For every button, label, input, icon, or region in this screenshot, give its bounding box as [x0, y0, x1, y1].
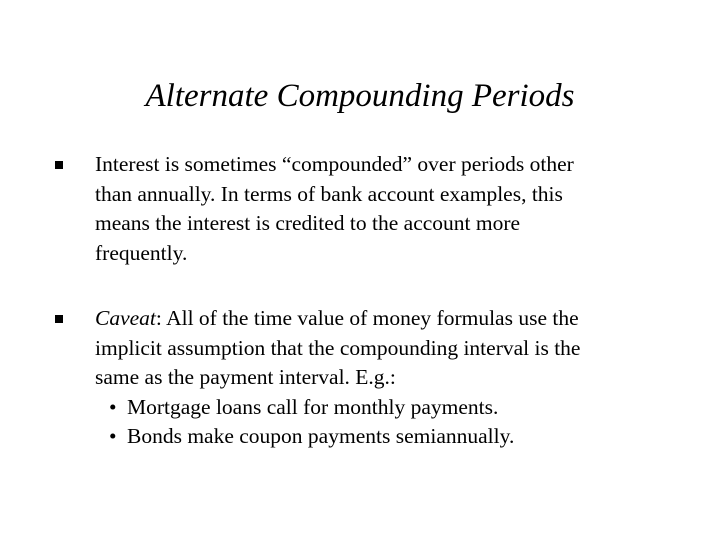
round-bullet-icon: • [109, 394, 117, 419]
text-line: implicit assumption that the compounding interval is the [95, 335, 581, 360]
square-bullet-icon [55, 315, 63, 323]
text-line: Interest is sometimes “compounded” over periods other [95, 152, 574, 176]
sub-bullet-item [95, 393, 695, 423]
text-line: same as the payment interval. E.g.: [95, 365, 396, 389]
bullet-text [95, 304, 695, 452]
caveat-label: Caveat [95, 306, 156, 330]
caveat-line-rest: : All of the time value of money formulas use the [155, 306, 579, 330]
text-line [95, 304, 695, 334]
sub-bullet-text: Bonds make coupon payments semiannually. [127, 424, 515, 448]
text-line: frequently. [95, 240, 188, 265]
bullet-text [95, 150, 695, 268]
slide-title: Alternate Compounding Periods [145, 78, 575, 114]
sub-bullet-list [95, 393, 695, 452]
sub-bullet-text: Mortgage loans call for monthly payments. [127, 394, 499, 419]
round-bullet-icon: • [109, 424, 117, 448]
text-line: than annually. In terms of bank account examples, this [95, 181, 563, 206]
text-line: means the interest is credited to the account more [95, 211, 521, 235]
square-bullet-icon [55, 161, 63, 169]
sub-bullet-item [95, 422, 695, 452]
